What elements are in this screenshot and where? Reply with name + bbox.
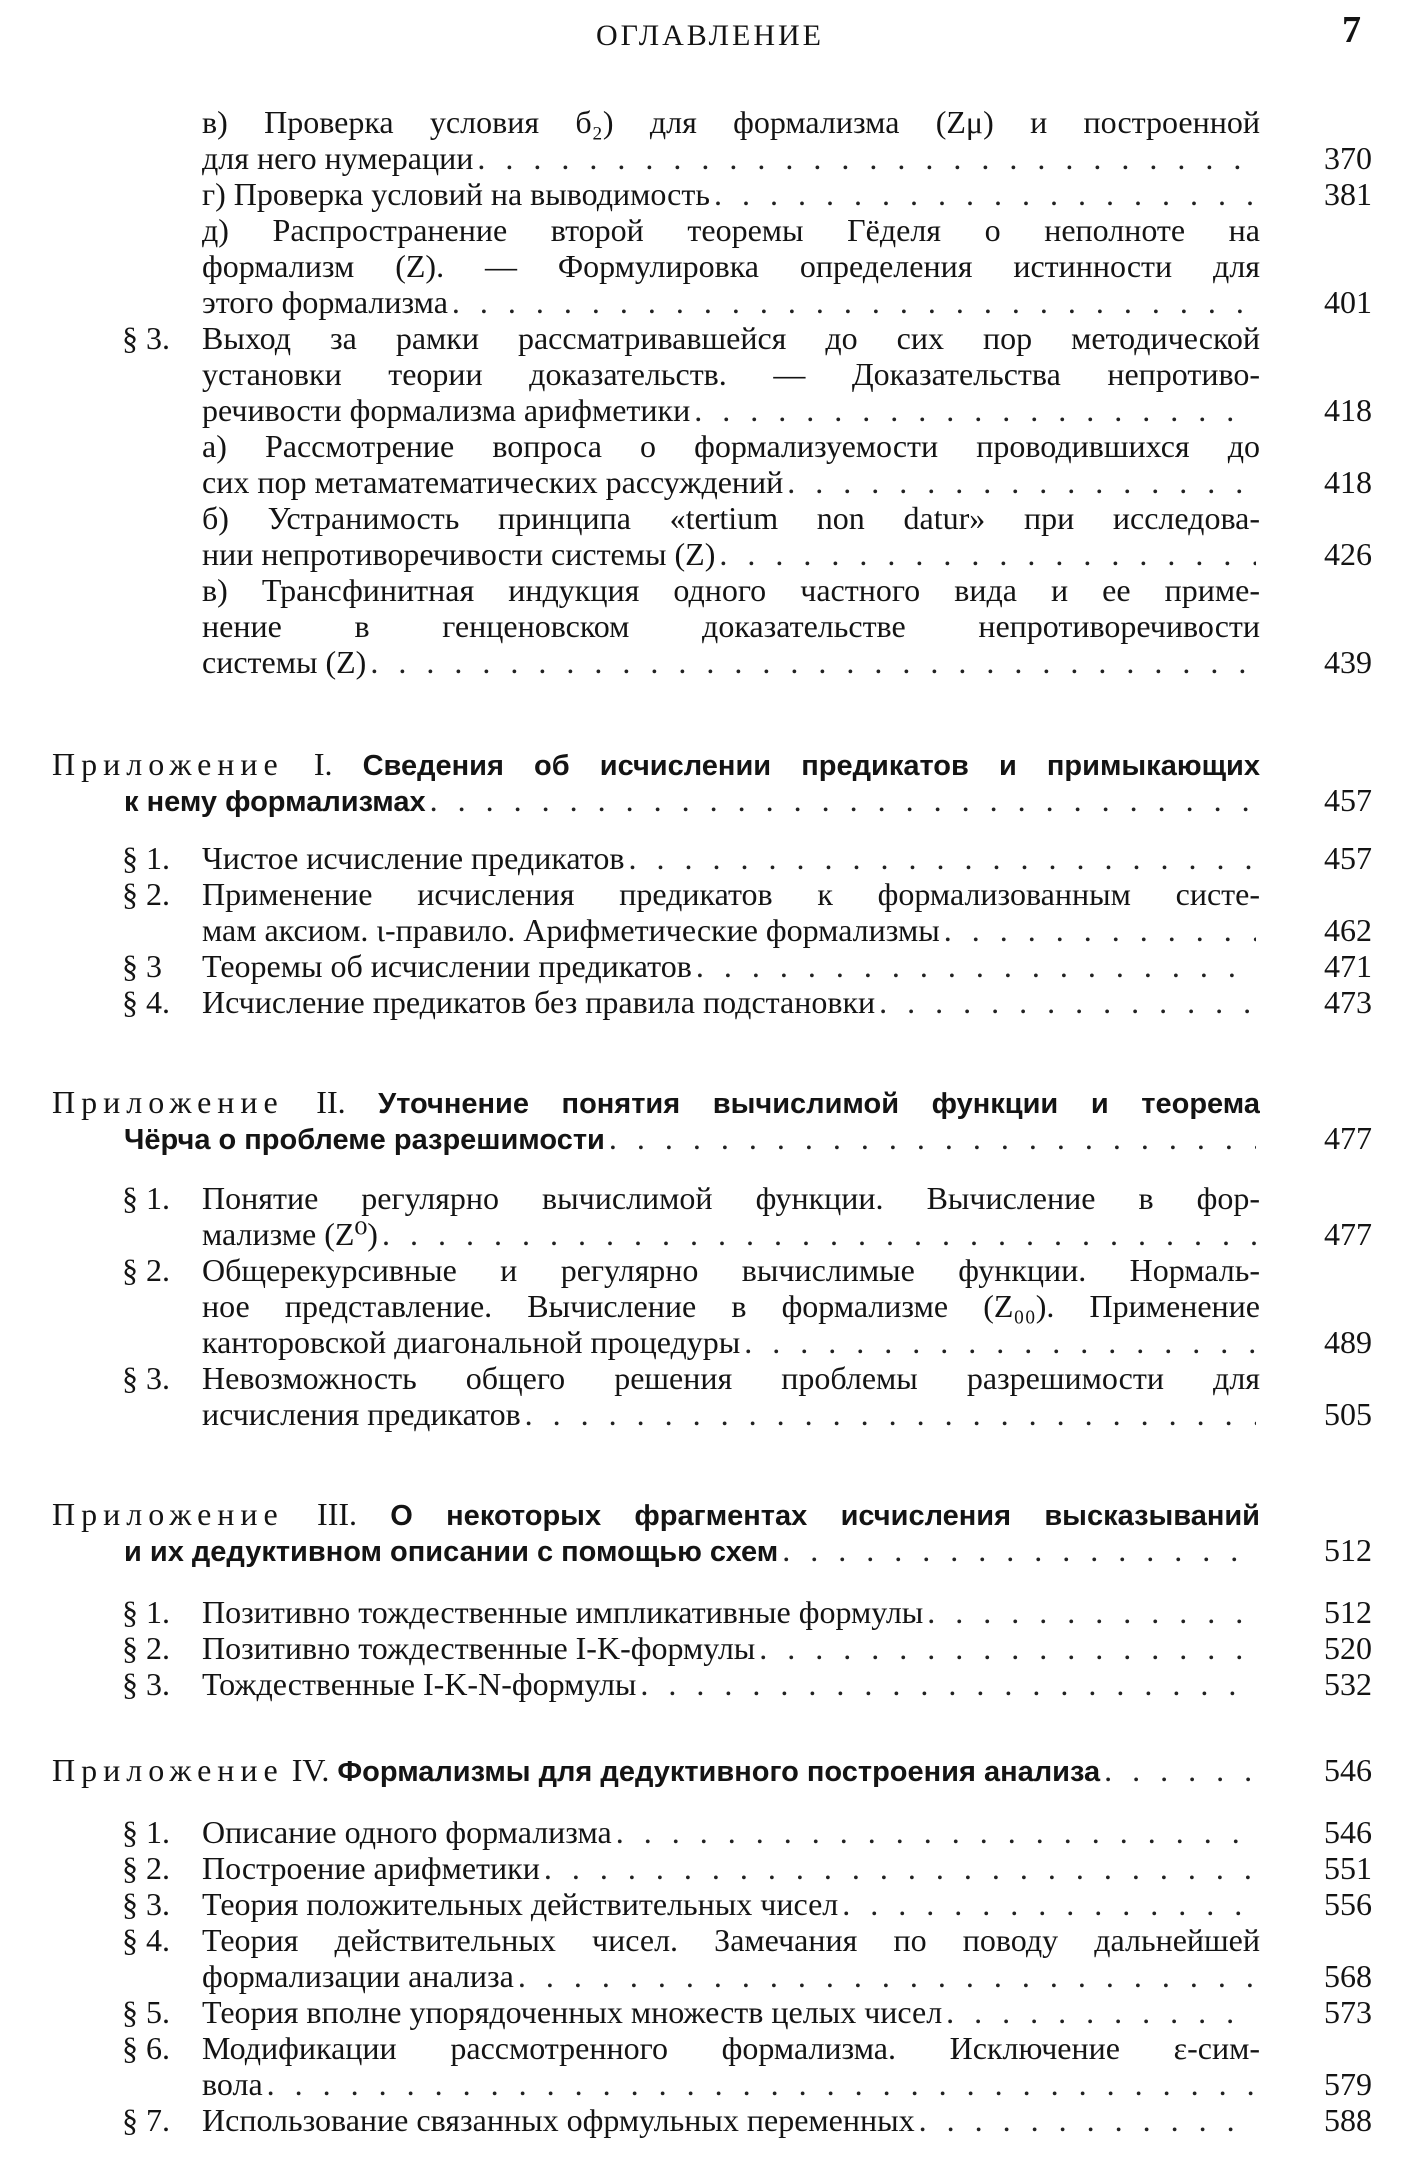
toc-entry-app1-sec3 bbox=[202, 948, 1260, 984]
entry-page: 418 bbox=[1324, 392, 1372, 428]
entry-page: 477 bbox=[1324, 1120, 1372, 1156]
entry-text-line: в) Трансфинитная индукция одного частного вида и ее приме- bbox=[202, 572, 1260, 608]
entry-page: 520 bbox=[1324, 1630, 1372, 1666]
entry-text-line: этого формализма . . . bbox=[202, 284, 1260, 320]
entry-page: 579 bbox=[1324, 2066, 1372, 2102]
entry-text-line: Чистое исчисление предикатов . . . bbox=[202, 840, 1260, 876]
entry-text-line: вола . . . bbox=[202, 2066, 1260, 2102]
appendix-heading-line: Чёрча о проблеме разрешимости . . . bbox=[52, 1120, 1260, 1156]
entry-text-line: в) Проверка условия б₂) для формализма (Zμ) и построенной bbox=[202, 104, 1260, 140]
entry-page: 556 bbox=[1324, 1886, 1372, 1922]
toc-entry-app4-sec3 bbox=[202, 1886, 1260, 1922]
toc-entry-d-goedel bbox=[202, 212, 1260, 320]
entry-page: 473 bbox=[1324, 984, 1372, 1020]
entry-text-line: Применение исчисления предикатов к формализованным систе- bbox=[202, 876, 1260, 912]
toc-entry-v-transfinite bbox=[202, 572, 1260, 680]
toc-entry-app4-sec1 bbox=[202, 1814, 1260, 1850]
toc-entry-v-check bbox=[202, 104, 1260, 176]
entry-text-line: исчисления предикатов . . . bbox=[202, 1396, 1260, 1432]
running-head: ОГЛАВЛЕНИЕ bbox=[596, 19, 824, 52]
toc-entry-app4-sec5 bbox=[202, 1994, 1260, 2030]
entry-page: 439 bbox=[1324, 644, 1372, 680]
toc-entry-app4-sec2 bbox=[202, 1850, 1260, 1886]
entry-text-line: Общерекурсивные и регулярно вычислимые функции. Нормаль- bbox=[202, 1252, 1260, 1288]
entry-page: 532 bbox=[1324, 1666, 1372, 1702]
toc-entry-app2-sec2 bbox=[202, 1252, 1260, 1360]
entry-page: 551 bbox=[1324, 1850, 1372, 1886]
section-number: § 3. bbox=[122, 320, 170, 356]
entry-text-line: нии непротиворечивости системы (Z) . . . bbox=[202, 536, 1260, 572]
entry-page: 462 bbox=[1324, 912, 1372, 948]
page-number: 7 bbox=[1342, 9, 1361, 51]
entry-text-line: Теория положительных действительных чисел . . . bbox=[202, 1886, 1260, 1922]
section-number: § 1. bbox=[122, 1180, 170, 1216]
entry-page: 401 bbox=[1324, 284, 1372, 320]
entry-page: 512 bbox=[1324, 1532, 1372, 1568]
appendix-heading-line: Приложение IV. Формализмы для дедуктивного построения анализа . . . bbox=[52, 1752, 1260, 1788]
entry-text-line: формализм (Z). — Формулировка определения истинности для bbox=[202, 248, 1260, 284]
toc-entry-app1-sec1 bbox=[202, 840, 1260, 876]
entry-text-line: системы (Z) . . . bbox=[202, 644, 1260, 680]
entry-text-line: а) Рассмотрение вопроса о формализуемости проводившихся до bbox=[202, 428, 1260, 464]
entry-page: 568 bbox=[1324, 1958, 1372, 1994]
entry-text-line: Построение арифметики . . . bbox=[202, 1850, 1260, 1886]
entry-page: 457 bbox=[1324, 782, 1372, 818]
entry-text-line: Теоремы об исчислении предикатов . . . bbox=[202, 948, 1260, 984]
entry-page: 426 bbox=[1324, 536, 1372, 572]
section-number: § 2. bbox=[122, 1850, 170, 1886]
entry-text-line: формализации анализа . . . bbox=[202, 1958, 1260, 1994]
toc-entry-app2-sec1 bbox=[202, 1180, 1260, 1252]
entry-text-line: Выход за рамки рассматривавшейся до сих пор методической bbox=[202, 320, 1260, 356]
section-number: § 3. bbox=[122, 1360, 170, 1396]
entry-text-line: б) Устранимость принципа «tertium non datur» при исследова- bbox=[202, 500, 1260, 536]
entry-page: 512 bbox=[1324, 1594, 1372, 1630]
toc-entry-app1-sec2 bbox=[202, 876, 1260, 948]
toc-entry-app1-sec4 bbox=[202, 984, 1260, 1020]
entry-text-line: сих пор метаматематических рассуждений . . . bbox=[202, 464, 1260, 500]
section-number: § 1. bbox=[122, 1594, 170, 1630]
appendix-heading-line: к нему формализмах . . . bbox=[52, 782, 1260, 818]
entry-text-line: установки теории доказательств. — Доказательства непротиво- bbox=[202, 356, 1260, 392]
toc-entry-b-tertium bbox=[202, 500, 1260, 572]
toc-appendix-4 bbox=[52, 1752, 1260, 1788]
appendix-heading-line: Приложение I. Сведения об исчислении предикатов и примыкающих bbox=[52, 746, 1260, 782]
section-number: § 4. bbox=[122, 1922, 170, 1958]
entry-page: 505 bbox=[1324, 1396, 1372, 1432]
entry-text-line: мам аксиом. ι-правило. Арифметические формализмы . . . bbox=[202, 912, 1260, 948]
section-number: § 2. bbox=[122, 1252, 170, 1288]
entry-text-line: г) Проверка условий на выводимость . . . bbox=[202, 176, 1260, 212]
entry-text-line: Исчисление предикатов без правила подстановки . . . bbox=[202, 984, 1260, 1020]
toc-entry-section-3 bbox=[202, 320, 1260, 428]
appendix-heading-line: и их дедуктивном описании с помощью схем . . . bbox=[52, 1532, 1260, 1568]
entry-page: 418 bbox=[1324, 464, 1372, 500]
entry-text-line: д) Распространение второй теоремы Гёделя о неполноте на bbox=[202, 212, 1260, 248]
entry-page: 546 bbox=[1324, 1814, 1372, 1850]
section-number: § 2. bbox=[122, 1630, 170, 1666]
entry-page: 477 bbox=[1324, 1216, 1372, 1252]
entry-text-line: Использование связанных офрмульных переменных . . . bbox=[202, 2102, 1260, 2138]
toc-appendix-3 bbox=[52, 1496, 1260, 1568]
toc-entry-app3-sec1 bbox=[202, 1594, 1260, 1630]
entry-page: 471 bbox=[1324, 948, 1372, 984]
entry-page: 370 bbox=[1324, 140, 1372, 176]
section-number: § 3. bbox=[122, 1666, 170, 1702]
section-number: § 3. bbox=[122, 1886, 170, 1922]
entry-text-line: канторовской диагональной процедуры . . . bbox=[202, 1324, 1260, 1360]
toc-appendix-1 bbox=[52, 746, 1260, 818]
section-number: § 1. bbox=[122, 1814, 170, 1850]
entry-page: 457 bbox=[1324, 840, 1372, 876]
appendix-heading-line: Приложение II. Уточнение понятия вычислимой функции и теорема bbox=[52, 1084, 1260, 1120]
toc-entry-app2-sec3 bbox=[202, 1360, 1260, 1432]
entry-text-line: Тождественные I-K-N-формулы . . . bbox=[202, 1666, 1260, 1702]
entry-page: 546 bbox=[1324, 1752, 1372, 1788]
entry-text-line: мализме (Z⁰) . . . bbox=[202, 1216, 1260, 1252]
section-number: § 7. bbox=[122, 2102, 170, 2138]
toc-entry-app3-sec2 bbox=[202, 1630, 1260, 1666]
section-number: § 5. bbox=[122, 1994, 170, 2030]
toc-entry-app4-sec7 bbox=[202, 2102, 1260, 2138]
entry-text-line: речивости формализма арифметики . . . bbox=[202, 392, 1260, 428]
section-number: § 4. bbox=[122, 984, 170, 1020]
toc-appendix-2 bbox=[52, 1084, 1260, 1156]
entry-page: 489 bbox=[1324, 1324, 1372, 1360]
entry-text-line: Понятие регулярно вычислимой функции. Вычисление в фор- bbox=[202, 1180, 1260, 1216]
entry-text-line: ное представление. Вычисление в формализме (Z₀₀). Применение bbox=[202, 1288, 1260, 1324]
entry-text-line: Теория вполне упорядоченных множеств целых чисел . . . bbox=[202, 1994, 1260, 2030]
entry-text-line: Позитивно тождественные I-K-формулы . . . bbox=[202, 1630, 1260, 1666]
section-number: § 6. bbox=[122, 2030, 170, 2066]
entry-text-line: Модификации рассмотренного формализма. Исключение ε-сим- bbox=[202, 2030, 1260, 2066]
section-number: § 1. bbox=[122, 840, 170, 876]
entry-text-line: Описание одного формализма . . . bbox=[202, 1814, 1260, 1850]
entry-text-line: Невозможность общего решения проблемы разрешимости для bbox=[202, 1360, 1260, 1396]
toc-entry-app4-sec6 bbox=[202, 2030, 1260, 2102]
toc-entry-app3-sec3 bbox=[202, 1666, 1260, 1702]
entry-text-line: для него нумерации . . . bbox=[202, 140, 1260, 176]
appendix-heading-line: Приложение III. О некоторых фрагментах исчисления высказываний bbox=[52, 1496, 1260, 1532]
entry-page: 381 bbox=[1324, 176, 1372, 212]
section-number: § 3 bbox=[122, 948, 162, 984]
entry-text-line: Теория действительных чисел. Замечания по поводу дальнейшей bbox=[202, 1922, 1260, 1958]
toc-entry-app4-sec4 bbox=[202, 1922, 1260, 1994]
section-number: § 2. bbox=[122, 876, 170, 912]
toc-entry-g-derivability bbox=[202, 176, 1260, 212]
entry-text-line: нение в генценовском доказательстве непротиворечивости bbox=[202, 608, 1260, 644]
toc-entry-a-formalizability bbox=[202, 428, 1260, 500]
entry-page: 573 bbox=[1324, 1994, 1372, 2030]
entry-page: 588 bbox=[1324, 2102, 1372, 2138]
entry-text-line: Позитивно тождественные импликативные формулы . . . bbox=[202, 1594, 1260, 1630]
